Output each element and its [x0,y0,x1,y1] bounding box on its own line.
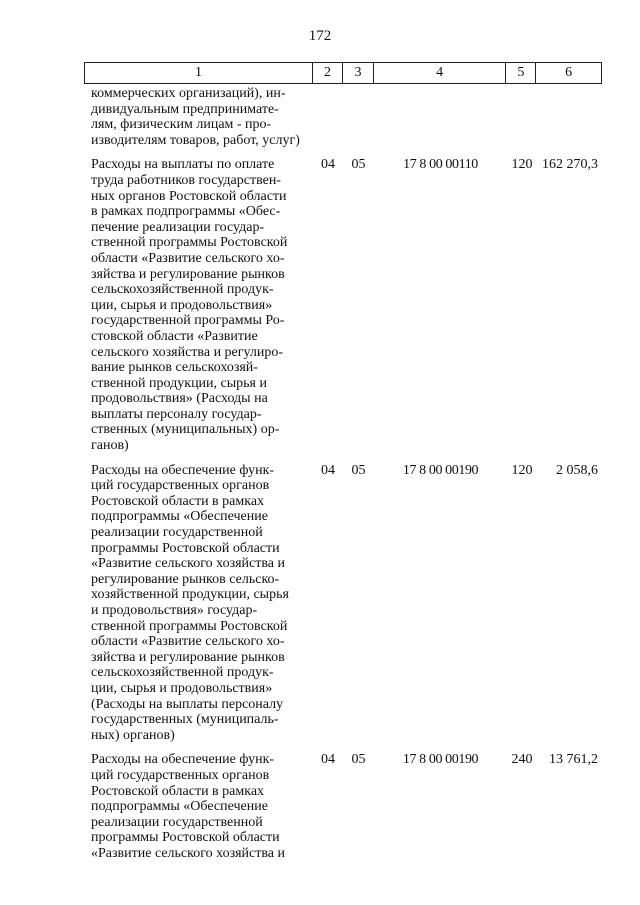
row-target-article: 17 8 00 00110 [403,157,478,173]
table-body [84,86,602,871]
row-expense-type: 120 [511,462,533,478]
row-expense-type: 240 [511,752,533,768]
page-number: 172 [308,28,332,44]
row-description: коммерческих организаций), ин- дивидуальным предпринимате- лям, физическим лицам - про- изводителям товаров, работ, услуг) [91,86,300,148]
row-target-article: 17 8 00 00190 [402,752,479,768]
row-amount: 162 270,3 [542,157,598,173]
table-row [84,157,602,453]
row-description: Расходы на обеспечение функ- ций государственных органов Ростовской области в рамках подпрограммы «Обеспечение реализации государственной программы Ростовской области «Развитие сельского хозяйства и [91,752,286,861]
row-section [313,86,343,148]
table-row [84,463,602,744]
table-row [84,752,602,861]
row-subsection [343,86,374,148]
table-row [84,86,602,148]
row-description: Расходы на обеспечение функ- ций государственных органов Ростовской области в рамках подпрограммы «Обеспечение реализации государственной программы Ростовской области «Развитие сельского хозяйства и регулирование рынков сельско- хозяйственной продукции, сырья и продовольствия» государ- ственной программы Ростовской области «Развитие сельского хо- зяйства и регулирование рынков сельскохозяйственной продук- ции, сырья и продовольствия» (Расходы на выплаты персоналу государственных (муниципаль- ных) органов) [91,462,289,743]
row-target-article: 17 8 00 00190 [402,462,479,478]
header-col-1: 1 [85,63,313,83]
row-expense-type: 120 [511,157,533,173]
row-expense-type [507,86,537,148]
header-col-3: 3 [343,63,374,83]
row-description: Расходы на выплаты по оплате труда работников государствен- ных органов Ростовской области в рамках подпрограммы «Обес- печение реализации государ- ственной программы Ростовской области «Развитие сельского хо- зяйства и регулирование рынков сельскохозяйственной продук- ции, сырья и продовольствия» государственной программы Ро- стовской области «Развитие сельского хозяйства и регулиро- вание рынков сельскохозяй- ственной продукции, сырья и продовольствия» (Расходы на выплаты персоналу государ- ственных (муниципальных) ор- ганов) [91,157,288,454]
row-subsection: 05 [351,157,366,173]
row-subsection: 05 [351,462,366,478]
row-amount [537,86,602,148]
row-subsection: 05 [351,752,366,768]
header-col-6: 6 [565,65,573,80]
row-section: 04 [321,157,335,173]
row-section: 04 [321,752,335,768]
header-col-2: 2 [313,63,343,83]
header-col-5: 5 [506,63,536,83]
row-amount: 13 761,2 [549,752,598,768]
row-target-article [374,86,507,148]
table-header [84,62,602,84]
row-section: 04 [321,462,335,478]
row-amount: 2 058,6 [556,462,598,478]
header-col-4: 4 [374,63,506,83]
